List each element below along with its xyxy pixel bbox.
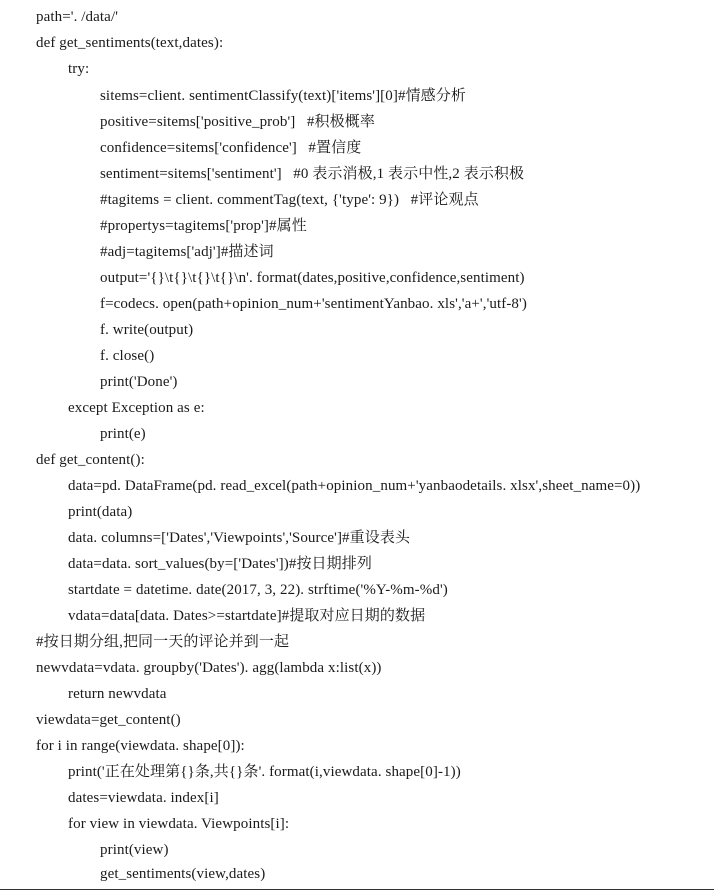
code-line-31: dates=viewdata. index[i] bbox=[68, 790, 219, 806]
code-line-24: vdata=data[data. Dates>=startdate]#提取对应日期的数据 bbox=[68, 608, 426, 624]
code-line-25: #按日期分组,把同一天的评论并到一起 bbox=[36, 634, 290, 650]
code-line-9: #propertys=tagitems['prop']#属性 bbox=[100, 218, 307, 234]
code-line-20: print(data) bbox=[68, 504, 133, 520]
code-line-5: positive=sitems['positive_prob'] #积极概率 bbox=[100, 114, 375, 130]
code-line-8: #tagitems = client. commentTag(text, {'type': 9}) #评论观点 bbox=[100, 192, 479, 208]
code-line-32: for view in viewdata. Viewpoints[i]: bbox=[68, 816, 290, 832]
code-line-19: data=pd. DataFrame(pd. read_excel(path+opinion_num+'yanbaodetails. xlsx',sheet_name=0)) bbox=[68, 478, 641, 494]
code-line-7: sentiment=sitems['sentiment'] #0 表示消极,1 表示中性,2 表示积极 bbox=[100, 166, 525, 182]
code-line-29: for i in range(viewdata. shape[0]): bbox=[36, 738, 245, 754]
code-line-28: viewdata=get_content() bbox=[36, 712, 181, 728]
code-line-12: f=codecs. open(path+opinion_num+'sentimentYanbao. xls','a+','utf-8') bbox=[100, 296, 527, 312]
code-line-1: path='. /data/' bbox=[36, 9, 119, 25]
code-line-22: data=data. sort_values(by=['Dates'])#按日期排列 bbox=[68, 556, 372, 572]
code-line-17: print(e) bbox=[100, 426, 146, 442]
code-line-27: return newvdata bbox=[68, 686, 167, 702]
code-line-4: sitems=client. sentimentClassify(text)['items'][0]#情感分析 bbox=[100, 88, 466, 104]
code-line-6: confidence=sitems['confidence'] #置信度 bbox=[100, 140, 362, 156]
code-line-30: print('正在处理第{}条,共{}条'. format(i,viewdata. shape[0]-1)) bbox=[68, 764, 461, 780]
code-line-33: print(view) bbox=[100, 842, 169, 858]
code-line-10: #adj=tagitems['adj']#描述词 bbox=[100, 244, 274, 260]
code-line-26: newvdata=vdata. groupby('Dates'). agg(lambda x:list(x)) bbox=[36, 660, 382, 676]
code-line-21: data. columns=['Dates','Viewpoints','Source']#重设表头 bbox=[68, 530, 411, 546]
code-line-15: print('Done') bbox=[100, 374, 178, 390]
code-line-11: output='{}\t{}\t{}\t{}\n'. format(dates,positive,confidence,sentiment) bbox=[100, 270, 525, 286]
code-line-3: try: bbox=[68, 61, 90, 77]
code-line-14: f. close() bbox=[100, 348, 155, 364]
code-line-34: get_sentiments(view,dates) bbox=[100, 866, 266, 882]
code-line-13: f. write(output) bbox=[100, 322, 194, 338]
code-line-2: def get_sentiments(text,dates): bbox=[36, 35, 224, 51]
code-line-18: def get_content(): bbox=[36, 452, 145, 468]
code-line-23: startdate = datetime. date(2017, 3, 22). strftime('%Y-%m-%d') bbox=[68, 582, 448, 598]
bottom-divider bbox=[0, 889, 714, 890]
code-line-16: except Exception as e: bbox=[68, 400, 205, 416]
